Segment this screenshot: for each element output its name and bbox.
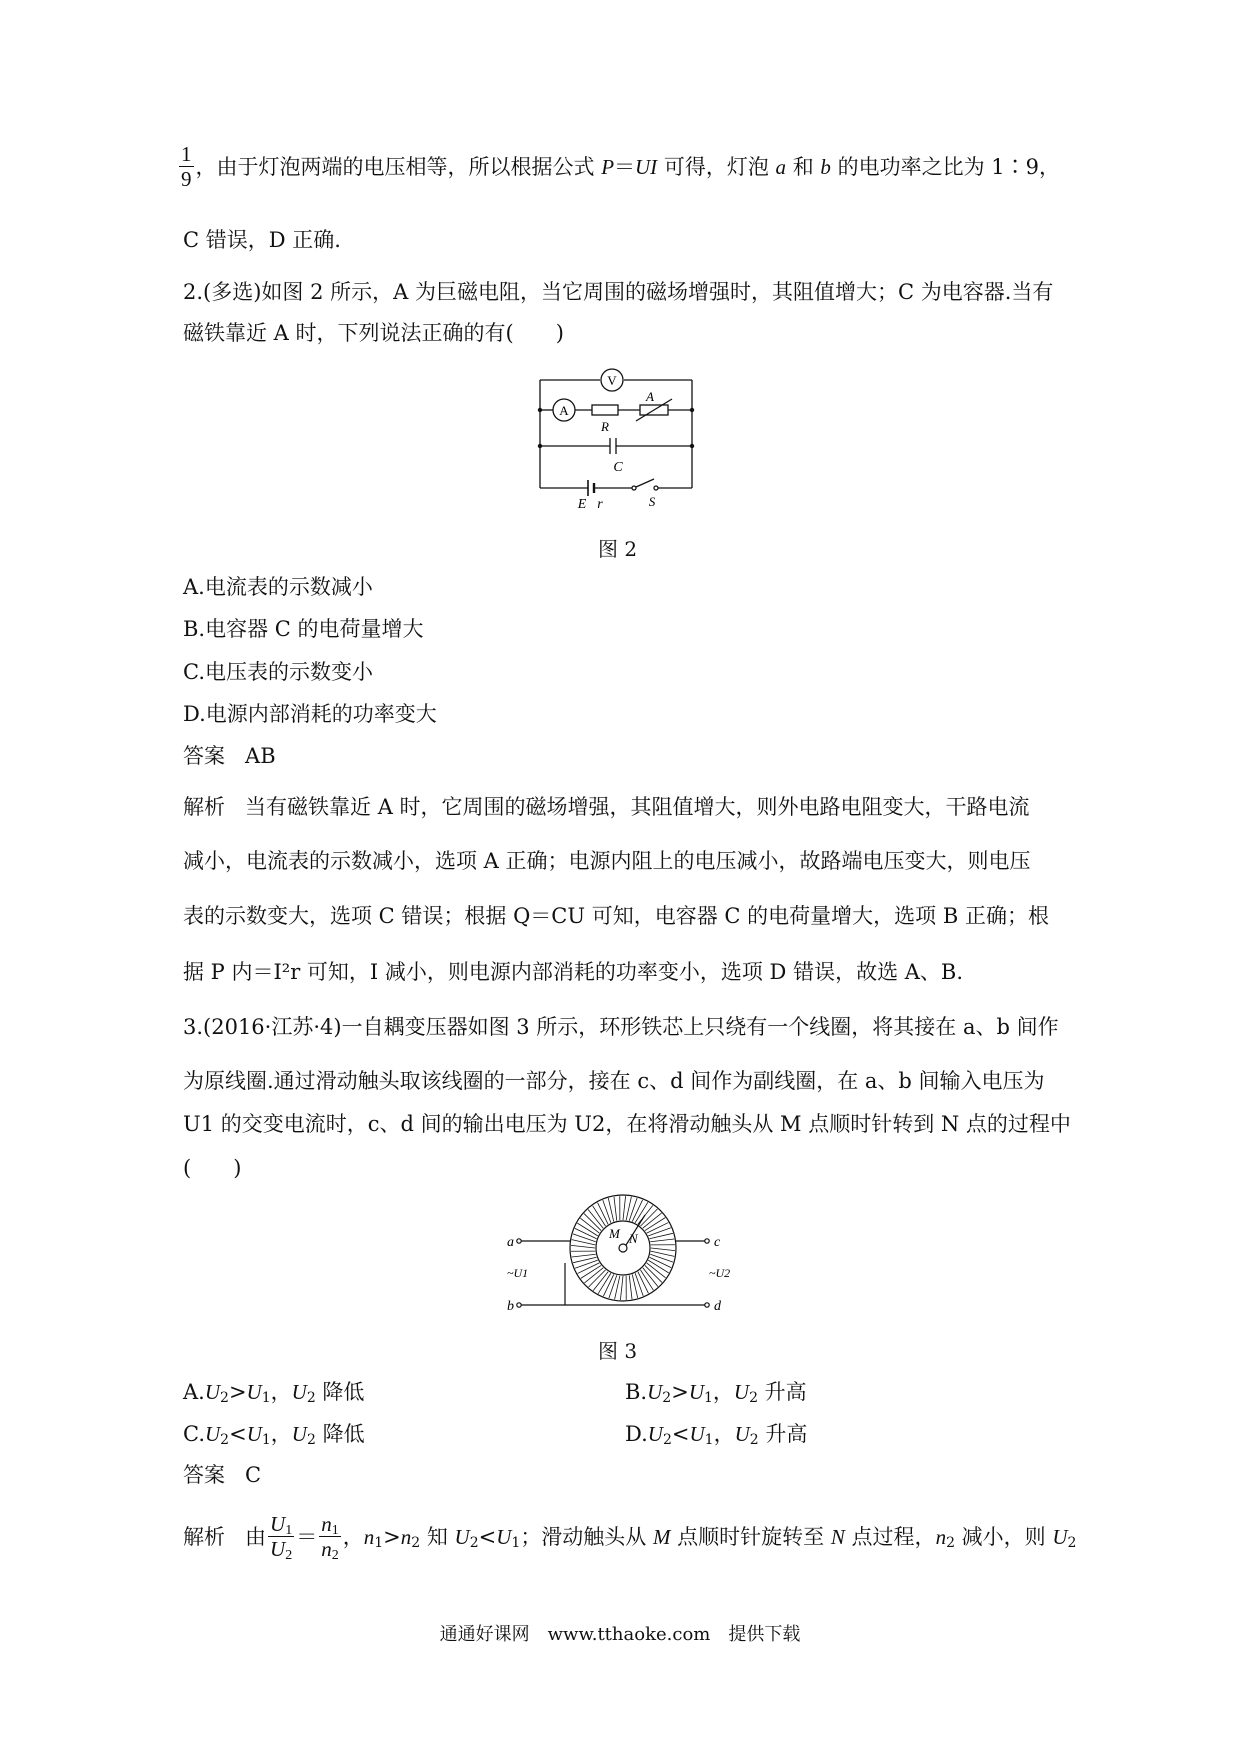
q3-analysis-label: 解析 [183, 1525, 225, 1549]
coil-winding [632, 1200, 642, 1222]
q3-stem-line-1: 3.(2016·江苏·4)一自耦变压器如图 3 所示，环形铁芯上只绕有一个线圈，将其接在 a、b 间作 [183, 1015, 1059, 1039]
page-footer: 通通好课网 www.tthaoke.com 提供下载 [439, 1624, 801, 1645]
q2-option-c: C.电压表的示数变小 [183, 660, 373, 684]
coil-winding [623, 1196, 626, 1220]
switch-label: S [648, 494, 656, 508]
voltmeter-label: V [607, 373, 617, 388]
terminal-b-label: b [507, 1299, 514, 1314]
coil-winding [575, 1228, 597, 1238]
q3-answer [183, 1460, 261, 1490]
q2-option-b: B.电容器 C 的电荷量增大 [183, 617, 424, 641]
coil-winding [614, 1197, 617, 1221]
coil-winding [620, 1276, 623, 1300]
coil-winding [578, 1263, 600, 1274]
q2-analysis-line-3: 表的示数变大，选项 C 错误；根据 Q＝CU 可知，电容器 C 的电荷量增大，选项 B 正确；根 [183, 904, 1049, 928]
q3-analysis-line-1: 解析 由 $\frac{U_1}{U_2}$ ＝ $\frac{n_1}{n_2}$ ，$n_1>n_2$ 知 $U_2<U_1$；滑动触头从 M 点顺时针旋转至 N 点过程，$n_2$ 减小，则 $U_2$ [183, 1512, 1077, 1563]
ammeter-label: A [559, 403, 569, 418]
q2-analysis-label: 解析 [183, 795, 225, 819]
q3-option-c: $C.U_2<U_1$，$U_2$ 降低 [183, 1422, 365, 1448]
internal-resistance-label: r [597, 497, 603, 508]
coil-winding [629, 1275, 632, 1299]
q2-answer-label: 答案 [183, 744, 225, 768]
q2-option-d: D.电源内部消耗的功率变大 [183, 702, 437, 726]
coil-winding [638, 1272, 649, 1294]
input-voltage-label: ~U1 [507, 1266, 529, 1280]
capacitor-label: C [613, 460, 623, 475]
q3-stem-line-4: ( ) [183, 1156, 242, 1180]
intro-line-1-text: ，由于灯泡两端的电压相等，所以根据公式 P＝UI 可得，灯泡 a 和 b 的电功率之比为 1∶9， [195, 155, 1060, 179]
q2-analysis-line-2: 减小，电流表的示数减小，选项 A 正确；电源内阻上的电压减小，故路端电压变大，则电压 [183, 849, 1031, 873]
fraction-u1-u2: $\frac{U_1}{U_2}$ [270, 1512, 293, 1563]
coil-winding [647, 1223, 669, 1234]
terminal-c-label: c [714, 1235, 721, 1250]
coil-winding [598, 1203, 609, 1225]
gmr-label: A [646, 389, 654, 404]
q2-stem-line-2: 磁铁靠近 A 时，下列说法正确的有( ) [183, 321, 564, 345]
coil-winding [571, 1245, 595, 1248]
intro-line-2: C 错误，D 正确. [183, 228, 341, 252]
output-voltage-label: ~U2 [709, 1266, 731, 1280]
q2-option-a: A.电流表的示数减小 [183, 575, 373, 599]
coil-winding [651, 1248, 675, 1251]
q3-answer-label: 答案 [183, 1463, 225, 1487]
coil-winding [650, 1239, 674, 1242]
q2-stem-line-1: 2.(多选)如图 2 所示，A 为巨磁电阻，当它周围的磁场增强时，其阻值增大；C 为电容器.当有 [183, 280, 1054, 304]
q3-stem-line-2: 为原线圈.通过滑动触头取该线圈的一部分，接在 c、d 间作为副线圈，在 a、b 间输入电压为 [183, 1069, 1045, 1093]
fraction-one-ninth: $\frac{1}{9}$ [181, 142, 192, 191]
q3-option-d: $D.U_2<U_1$，$U_2$ 升高 [625, 1422, 808, 1448]
q3-option-a: $A.U_2>U_1$，$U_2$ 降低 [183, 1380, 365, 1406]
emf-label: E [577, 497, 587, 508]
terminal-d-label: d [714, 1299, 721, 1314]
q2-answer [183, 741, 276, 771]
intro-line-1 [183, 142, 1060, 191]
fraction-n1-n2: $\frac{n_1}{n_2}$ [321, 1512, 339, 1563]
resistor-label: R [601, 419, 609, 434]
coil-winding [572, 1254, 596, 1257]
q3-answer-value: C [245, 1463, 262, 1487]
point-n-label: N [629, 1231, 638, 1246]
circuit-diagram-figure-2 [530, 358, 710, 508]
terminal-a-label: a [507, 1235, 514, 1250]
q2-answer-value: AB [245, 744, 276, 768]
q3-option-b: $B.U_2>U_1$，$U_2$ 升高 [625, 1380, 807, 1406]
autotransformer-diagram-figure-3 [505, 1193, 745, 1328]
figure-2-caption: 图 2 [598, 537, 638, 561]
point-m-label: M [609, 1226, 620, 1241]
coil-winding [603, 1274, 613, 1296]
coil-winding [649, 1257, 671, 1267]
q3-stem-line-3: U1 的交变电流时，c、d 间的输出电压为 U2，在将滑动触头从 M 点顺时针转到 N 点的过程中 [183, 1112, 1071, 1136]
q2-analysis-line-4: 据 P 内＝I²r 可知，I 减小，则电源内部消耗的功率变小，选项 D 错误，故选 A、B. [183, 960, 964, 984]
figure-3-caption: 图 3 [598, 1339, 638, 1363]
q2-analysis-line-1: 解析 当有磁铁靠近 A 时，它周围的磁场增强，其阻值增大，则外电路电阻变大，干路电流 [183, 795, 1030, 819]
